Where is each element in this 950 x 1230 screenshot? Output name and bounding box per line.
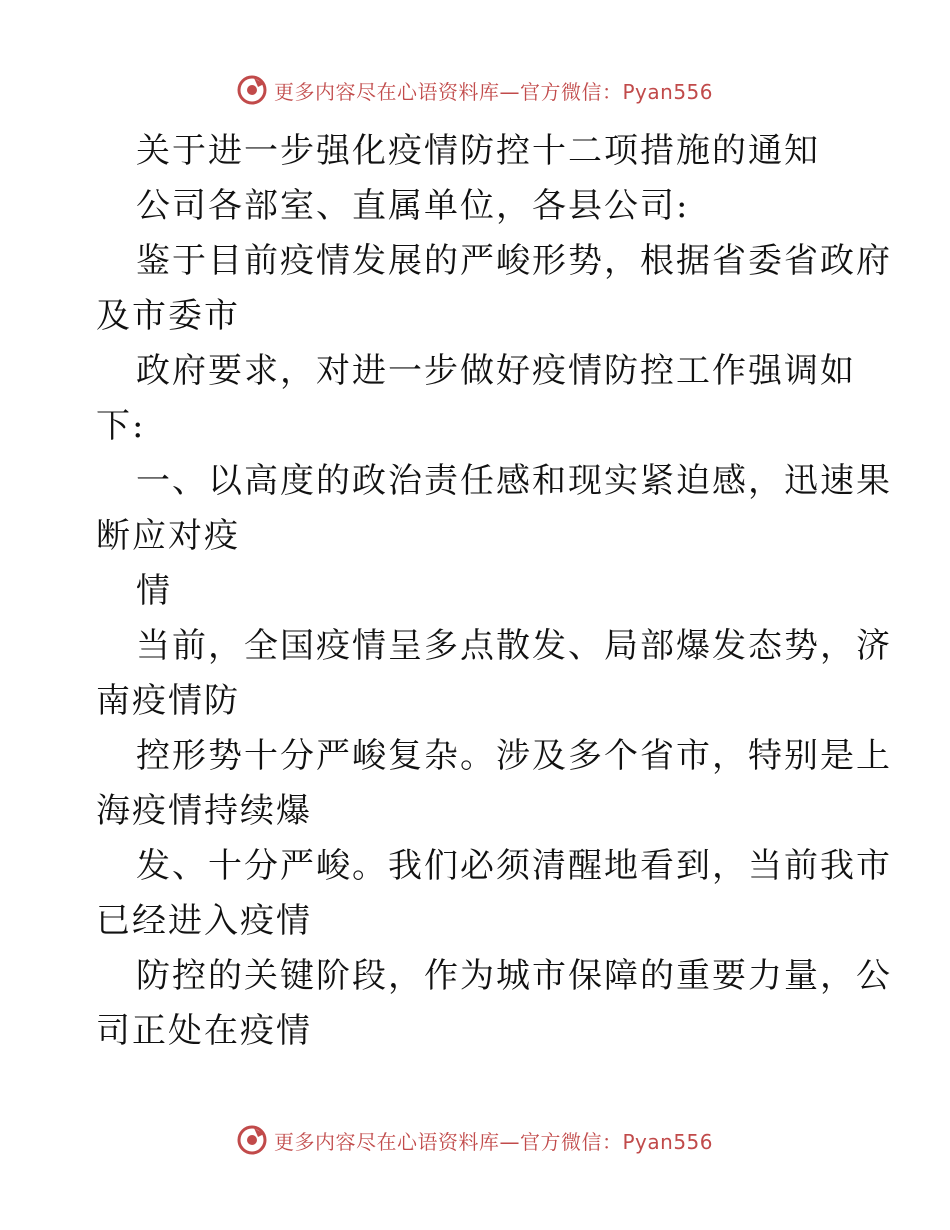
document-line: 一、以高度的政治责任感和现实紧迫感，迅速果 bbox=[136, 461, 892, 501]
document-line: 下: bbox=[96, 406, 146, 446]
document-line: 南疫情防 bbox=[96, 681, 240, 721]
banner-text: 更多内容尽在心语资料库—官方微信：Pyan556 bbox=[274, 1129, 714, 1154]
footer-banner bbox=[236, 1122, 756, 1158]
logo-icon bbox=[236, 74, 268, 106]
document-line: 断应对疫 bbox=[96, 516, 240, 556]
document-line: 海疫情持续爆 bbox=[96, 791, 312, 831]
document-line: 控形势十分严峻复杂。涉及多个省市，特别是上 bbox=[136, 736, 892, 776]
document-line: 公司各部室、直属单位，各县公司: bbox=[136, 186, 690, 226]
document-line: 当前，全国疫情呈多点散发、局部爆发态势，济 bbox=[136, 626, 892, 666]
document-body bbox=[96, 124, 892, 1059]
banner-text: 更多内容尽在心语资料库—官方微信：Pyan556 bbox=[274, 79, 714, 104]
document-title: 关于进一步强化疫情防控十二项措施的通知 bbox=[136, 131, 820, 171]
document-line: 防控的关键阶段，作为城市保障的重要力量，公 bbox=[136, 956, 892, 996]
header-banner bbox=[236, 72, 756, 108]
document-line: 情 bbox=[136, 571, 172, 611]
document-line: 司正处在疫情 bbox=[96, 1011, 312, 1051]
document-line: 发、十分严峻。我们必须清醒地看到，当前我市 bbox=[136, 846, 892, 886]
document-line: 及市委市 bbox=[96, 296, 240, 336]
logo-icon bbox=[236, 1124, 268, 1156]
document-line: 已经进入疫情 bbox=[96, 901, 312, 941]
document-line: 鉴于目前疫情发展的严峻形势，根据省委省政府 bbox=[136, 241, 892, 281]
document-line: 政府要求，对进一步做好疫情防控工作强调如 bbox=[136, 351, 856, 391]
